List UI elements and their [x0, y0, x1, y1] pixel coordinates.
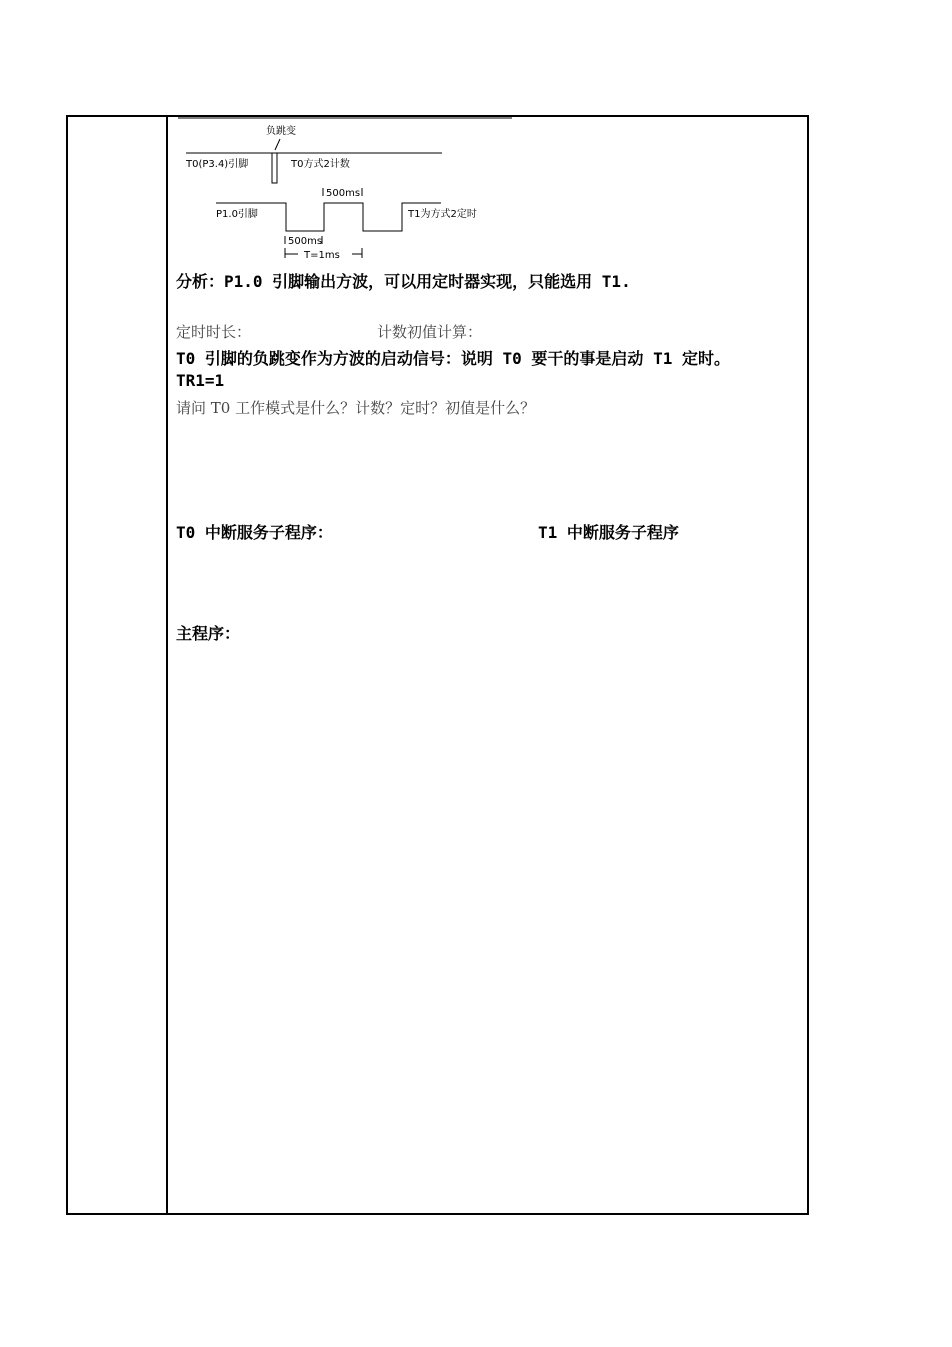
initial-value-label: 计数初值计算： — [377, 323, 483, 341]
t0-negative-pulse — [272, 153, 277, 183]
pulse-bottom-label: 500ms — [288, 236, 323, 247]
t1-mode-label: T1为方式2定时 — [408, 209, 477, 220]
period-label: T=1ms — [304, 250, 340, 261]
pulse-top-label: 500ms — [326, 188, 361, 199]
question-text: 请问 T0 工作模式是什么？计数？定时？初值是什么？ — [176, 399, 536, 417]
t0-isr-label: T0 中断服务子程序： — [176, 523, 333, 542]
analysis-text: 分析：P1.0 引脚输出方波，可以用定时器实现，只能选用 T1. — [176, 272, 631, 291]
tr1-text: TR1=1 — [176, 371, 225, 390]
table-frame — [66, 115, 809, 1215]
column-divider — [166, 117, 168, 1213]
t0-pin-label: T0(P3.4)引脚 — [186, 159, 249, 170]
content-cell — [176, 117, 801, 1213]
t0-explanation-text: T0 引脚的负跳变作为方波的启动信号：说明 T0 要干的事是启动 T1 定时。 — [176, 349, 730, 368]
waveform-diagram — [176, 117, 536, 262]
t1-isr-label: T1 中断服务子程序 — [538, 523, 679, 542]
timing-duration-label: 定时时长： — [176, 323, 252, 341]
main-program-label: 主程序： — [176, 624, 241, 643]
neg-edge-pointer — [275, 139, 280, 150]
p10-pin-label: P1.0引脚 — [216, 209, 258, 220]
t0-mode-label: T0方式2计数 — [291, 159, 350, 170]
neg-edge-label: 负跳变 — [266, 126, 296, 137]
